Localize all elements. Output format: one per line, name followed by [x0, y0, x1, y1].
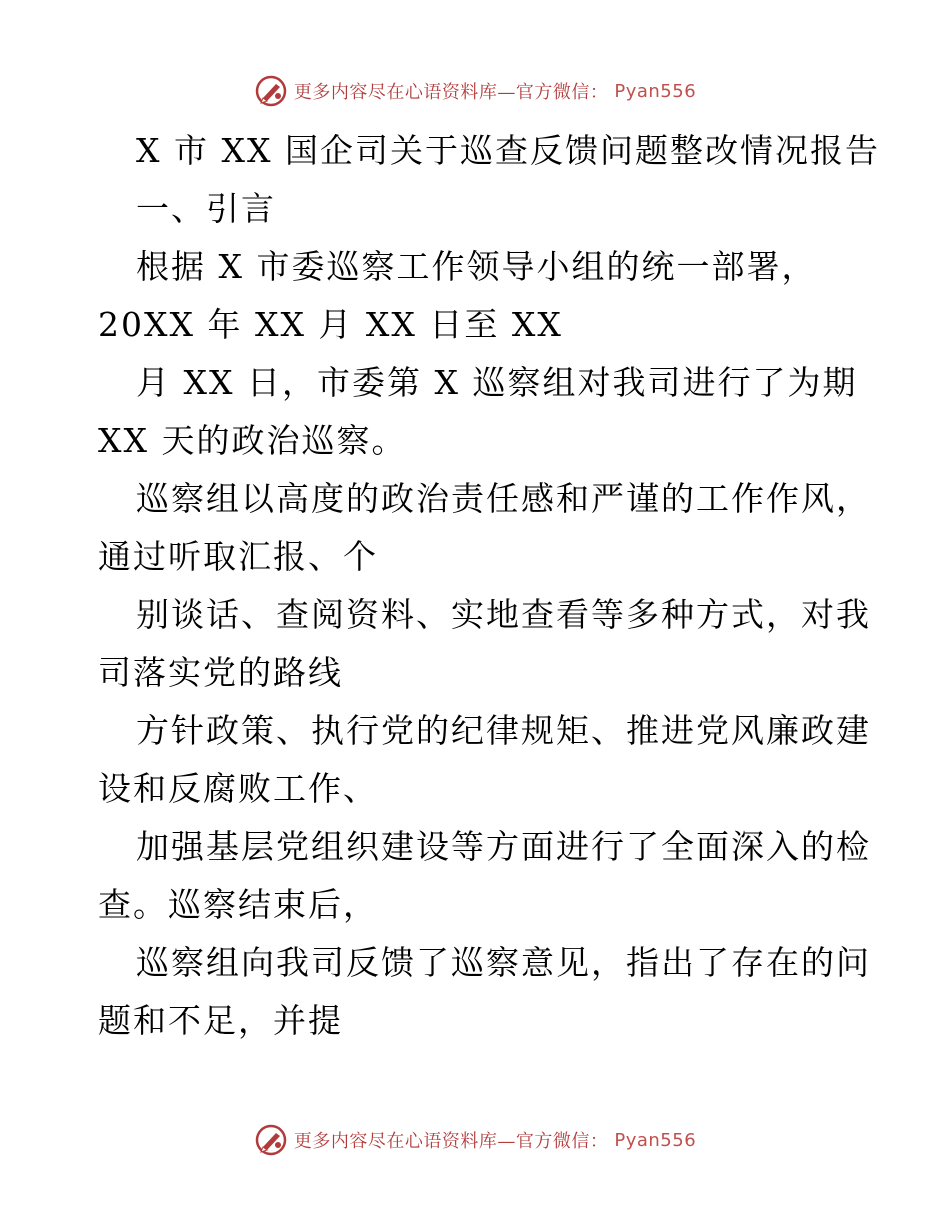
section-heading: 一、引言	[136, 189, 276, 228]
paragraph-line: 20XX 年 XX 月 XX 日至 XX	[98, 305, 563, 344]
paragraph-line: 方针政策、执行党的纪律规矩、推进党风廉政建	[136, 711, 871, 750]
paragraph-line: 加强基层党组织建设等方面进行了全面深入的检	[136, 827, 871, 866]
paragraph-line: 查。巡察结束后，	[98, 885, 378, 924]
watermark-text: 更多内容尽在心语资料库—官方微信：	[293, 82, 609, 103]
paragraph-line: 根据 X 市委巡察工作领导小组的统一部署，	[136, 247, 817, 286]
paragraph-line: 设和反腐败工作、	[98, 769, 378, 808]
paragraph-line: XX 天的政治巡察。	[98, 421, 407, 460]
pen-logo-icon	[254, 1123, 288, 1157]
footer-watermark	[0, 1120, 950, 1160]
watermark-text: 更多内容尽在心语资料库—官方微信：	[293, 1131, 609, 1152]
paragraph-line: 巡察组向我司反馈了巡察意见，指出了存在的问	[136, 943, 871, 982]
document-title: X 市 XX 国企司关于巡查反馈问题整改情况报告	[136, 131, 880, 170]
paragraph-line: 通过听取汇报、个	[98, 537, 378, 576]
pen-logo-icon	[254, 74, 288, 108]
paragraph-line: 题和不足，并提	[98, 1001, 343, 1040]
header-watermark	[0, 71, 950, 111]
paragraph-line: 巡察组以高度的政治责任感和严谨的工作作风，	[136, 479, 871, 518]
watermark-id: Pyan556	[614, 1129, 697, 1151]
watermark-id: Pyan556	[614, 80, 697, 102]
paragraph-line: 别谈话、查阅资料、实地查看等多种方式，对我	[136, 595, 871, 634]
document-body	[98, 122, 888, 1050]
paragraph-line: 司落实党的路线	[98, 653, 343, 692]
paragraph-line: 月 XX 日，市委第 X 巡察组对我司进行了为期	[136, 363, 858, 402]
